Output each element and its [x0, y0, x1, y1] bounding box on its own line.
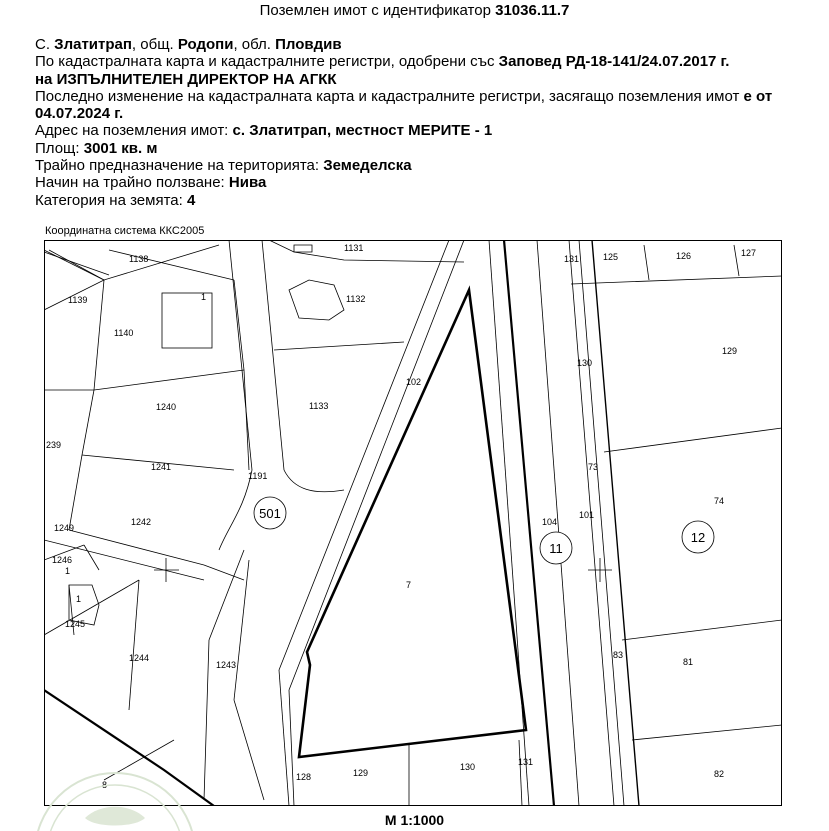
road-104	[489, 240, 579, 806]
parcel-label: 129	[353, 768, 369, 778]
parcel-label: 239	[46, 440, 62, 450]
grid-cross-right	[588, 558, 612, 582]
parcel-label: 1243	[216, 660, 237, 670]
usage-label: Начин на трайно ползване:	[35, 174, 225, 192]
block-12-label: 12	[690, 530, 706, 545]
area: 3001 кв. м	[83, 139, 158, 157]
boundary-1133	[274, 342, 404, 350]
title-prefix: Поземлен имот с идентификатор	[259, 2, 491, 19]
parcel-label: 127	[741, 248, 757, 258]
parcel-label: 102	[406, 377, 422, 387]
approved-prefix: По кадастралната карта и кадастралните регистри, одобрени със	[35, 53, 495, 71]
parcel-label: 74	[714, 496, 725, 506]
parcel-label: 1138	[129, 254, 149, 264]
parcel-label: 131	[518, 757, 534, 767]
parcel-label: 101	[579, 510, 595, 520]
parcel-label: 82	[714, 769, 725, 779]
parcel-label: 131	[564, 254, 580, 264]
last-change-line	[35, 88, 795, 123]
location-line	[35, 36, 795, 53]
address: с. Златитрап, местност МЕРИТЕ - 1	[232, 122, 493, 140]
parcel-label: 1191	[248, 471, 268, 481]
building-1132	[289, 280, 344, 320]
parcel-label: 128	[296, 772, 312, 782]
parcel-label: 1244	[129, 653, 150, 663]
building-1131	[294, 245, 312, 252]
grid-cross-left	[154, 558, 179, 582]
last-change-date: 04.07.2024 г.	[35, 105, 124, 123]
municipality-prefix: , общ.	[131, 36, 174, 53]
purpose-line	[35, 157, 795, 174]
approved-line	[35, 53, 795, 70]
parcel-identifier: 31036.11.7	[495, 2, 570, 19]
parcel-label: 104	[542, 517, 558, 527]
parcel-label: 1140	[114, 328, 134, 338]
subject-parcel-label: 7	[406, 580, 412, 590]
last-change-prefix: Последно изменение на кадастралната карта и кадастралните регистри, засягащо поземления имот	[35, 87, 740, 105]
region-prefix: , обл.	[233, 36, 271, 53]
approval-order: Заповед РД-18-141/24.07.2017 г.	[498, 53, 730, 71]
parcel-label: 130	[460, 762, 476, 772]
right-parcels	[409, 245, 782, 806]
cadastral-map	[44, 240, 782, 806]
area-line	[35, 140, 795, 157]
parcel-label: 1249	[54, 523, 75, 533]
parcel-label: 1240	[156, 402, 177, 412]
parcel-label: 1131	[344, 243, 364, 253]
parcel-label: 81	[683, 657, 694, 667]
map-frame	[45, 241, 782, 806]
parcel-label: 126	[676, 251, 692, 261]
parcel-label: 73	[588, 462, 599, 472]
subject-parcel-7	[299, 290, 526, 757]
parcel-label: 1245	[65, 619, 86, 629]
address-line	[35, 122, 795, 139]
top-boundary	[269, 240, 464, 262]
road-102	[279, 240, 464, 806]
block-501-label: 501	[259, 506, 281, 521]
parcel-label: 130	[577, 358, 593, 368]
location-prefix: С.	[35, 36, 50, 53]
parcel-label: 1139	[68, 295, 88, 305]
purpose: Земеделска	[323, 157, 412, 175]
category-label: Категория на земята:	[35, 191, 183, 209]
parcel-label: 1246	[52, 555, 73, 565]
parcel-label: 1241	[151, 462, 172, 472]
parcel-label: 1	[201, 292, 207, 302]
authority-line	[35, 71, 795, 88]
parcel-label: 1242	[131, 517, 152, 527]
parcel-label: 1	[65, 566, 71, 576]
coordinate-system: Координатна система ККС2005	[45, 225, 205, 237]
category-line	[35, 192, 795, 209]
parcel-label: 83	[613, 650, 624, 660]
map-canvas	[44, 240, 782, 806]
page-title	[0, 2, 829, 20]
block-11-label: 11	[549, 541, 563, 556]
parcel-label: 1133	[309, 401, 329, 411]
address-label: Адрес на поземления имот:	[35, 122, 229, 140]
usage-line	[35, 174, 795, 191]
parcel-label: 129	[722, 346, 738, 356]
parcel-label: 8	[102, 780, 108, 790]
category: 4	[186, 191, 196, 209]
parcel-label: 1	[76, 594, 82, 604]
parcel-info	[35, 36, 795, 209]
usage: Нива	[228, 174, 267, 192]
map-scale: М 1:1000	[384, 812, 445, 828]
region: Пловдив	[275, 36, 342, 53]
parcel-label: 1132	[346, 294, 366, 304]
boundary-block-12	[592, 240, 639, 806]
municipality: Родопи	[177, 36, 234, 53]
last-change-date-start: е от	[743, 87, 773, 105]
parcel-label: 125	[603, 252, 619, 262]
authority: на ИЗПЪЛНИТЕЛЕН ДИРЕКТОР НА АГКК	[35, 70, 337, 88]
area-label: Площ:	[35, 139, 80, 157]
left-parcels	[44, 245, 264, 800]
purpose-label: Трайно предназначение на територията:	[35, 157, 320, 175]
settlement: Златитрап	[54, 36, 132, 53]
